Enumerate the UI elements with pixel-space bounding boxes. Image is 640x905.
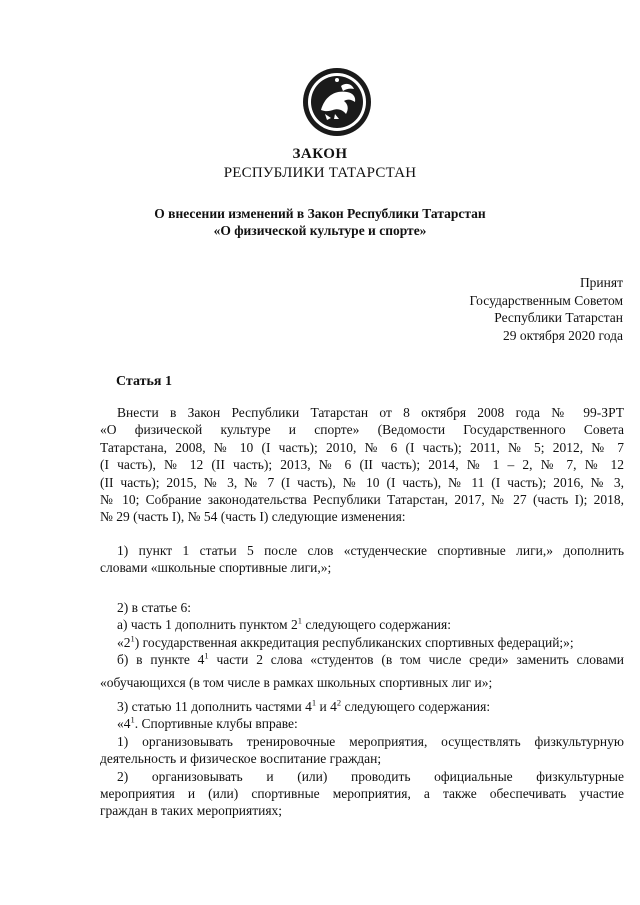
paragraph-line: а) часть 1 дополнить пунктом $2^1$ следующего содержания: bbox=[117, 615, 451, 633]
adoption-date: 29 октября 2020 года bbox=[503, 327, 623, 343]
paragraph-line: деятельность и физическое воспитание граждан; bbox=[100, 751, 382, 767]
paragraph-line: б) в пункте $4^1$ части 2 слова «студентов (в том числе среди» заменить словами bbox=[117, 650, 625, 668]
article-title: Статья 1 bbox=[116, 374, 172, 389]
paragraph-line: Татарстана, 2008, № 10 (I часть); 2010, № 6 (I часть); 2011, № 5; 2012, № 7 bbox=[100, 439, 624, 455]
adoption-block bbox=[470, 274, 623, 344]
intro-paragraph bbox=[100, 404, 624, 526]
paragraph-line: «$2^1$) государственная аккредитация республиканских спортивных федераций;»; bbox=[117, 633, 574, 650]
paragraph-line: 2) организовывать и (или) проводить официальные физкультурные bbox=[117, 768, 624, 784]
paragraph-line: Внести в Закон Республики Татарстан от 8 октября 2008 года № 99-ЗРТ bbox=[117, 405, 624, 420]
paragraph-line: 2) в статье 6: bbox=[117, 600, 191, 615]
paragraph-line: «О физической культуре и спорте» (Ведомости Государственного Совета bbox=[100, 422, 624, 438]
tatarstan-emblem-icon bbox=[301, 66, 373, 138]
paragraph-line: «$4^1$. Спортивные клубы вправе: bbox=[117, 714, 298, 732]
adopted-line: Государственным Советом bbox=[469, 292, 623, 308]
adopted-line: Принят bbox=[579, 275, 623, 290]
paragraph-line: словами «школьные спортивные лиги,»; bbox=[100, 560, 332, 576]
law-subject-line-1: О внесении изменений в Закон Республики Татарстан bbox=[154, 206, 486, 221]
paragraph-line: № 29 (часть I), № 54 (часть I) следующие изменения: bbox=[100, 509, 406, 525]
paragraph-line: (II часть); 2015, № 3, № 7 (I часть), № 10 (I часть), № 11 (I часть); 2016, № 3, bbox=[100, 474, 624, 490]
amendment-item-1 bbox=[100, 542, 624, 577]
paragraph-line: 3) статью 11 дополнить частями $4^1$ и $4^2$ следующего содержания: bbox=[117, 697, 491, 714]
adopted-line: Республики Татарстан bbox=[494, 310, 623, 325]
amendment-item-3 bbox=[100, 698, 624, 820]
paragraph-line: 1) организовывать тренировочные мероприятия, осуществлять физкультурную bbox=[117, 733, 624, 749]
paragraph-line: (I часть), № 12 (II часть); 2013, № 6 (II часть); 2014, № 1 – 2, № 7, № 12 bbox=[100, 457, 624, 473]
amendment-item-2 bbox=[100, 599, 624, 691]
republic-heading: РЕСПУБЛИКИ ТАТАРСТАН bbox=[223, 165, 417, 181]
paragraph-line: мероприятия и (или) спортивные мероприятия, а также обеспечивать участие bbox=[100, 786, 624, 802]
paragraph-line: № 10; Собрание законодательства Республики Татарстан, 2017, № 27 (часть I); 2018, bbox=[100, 492, 624, 508]
paragraph-line: 1) пункт 1 статьи 5 после слов «студенческие спортивные лиги,» дополнить bbox=[117, 543, 624, 558]
law-subject-line-2: «О физической культуре и спорте» bbox=[213, 223, 427, 238]
law-heading: ЗАКОН bbox=[292, 146, 348, 162]
paragraph-line: граждан в таких мероприятиях; bbox=[100, 803, 283, 819]
paragraph-line: «обучающихся (в том числе в рамках школьных спортивных лиг и»; bbox=[100, 674, 493, 690]
